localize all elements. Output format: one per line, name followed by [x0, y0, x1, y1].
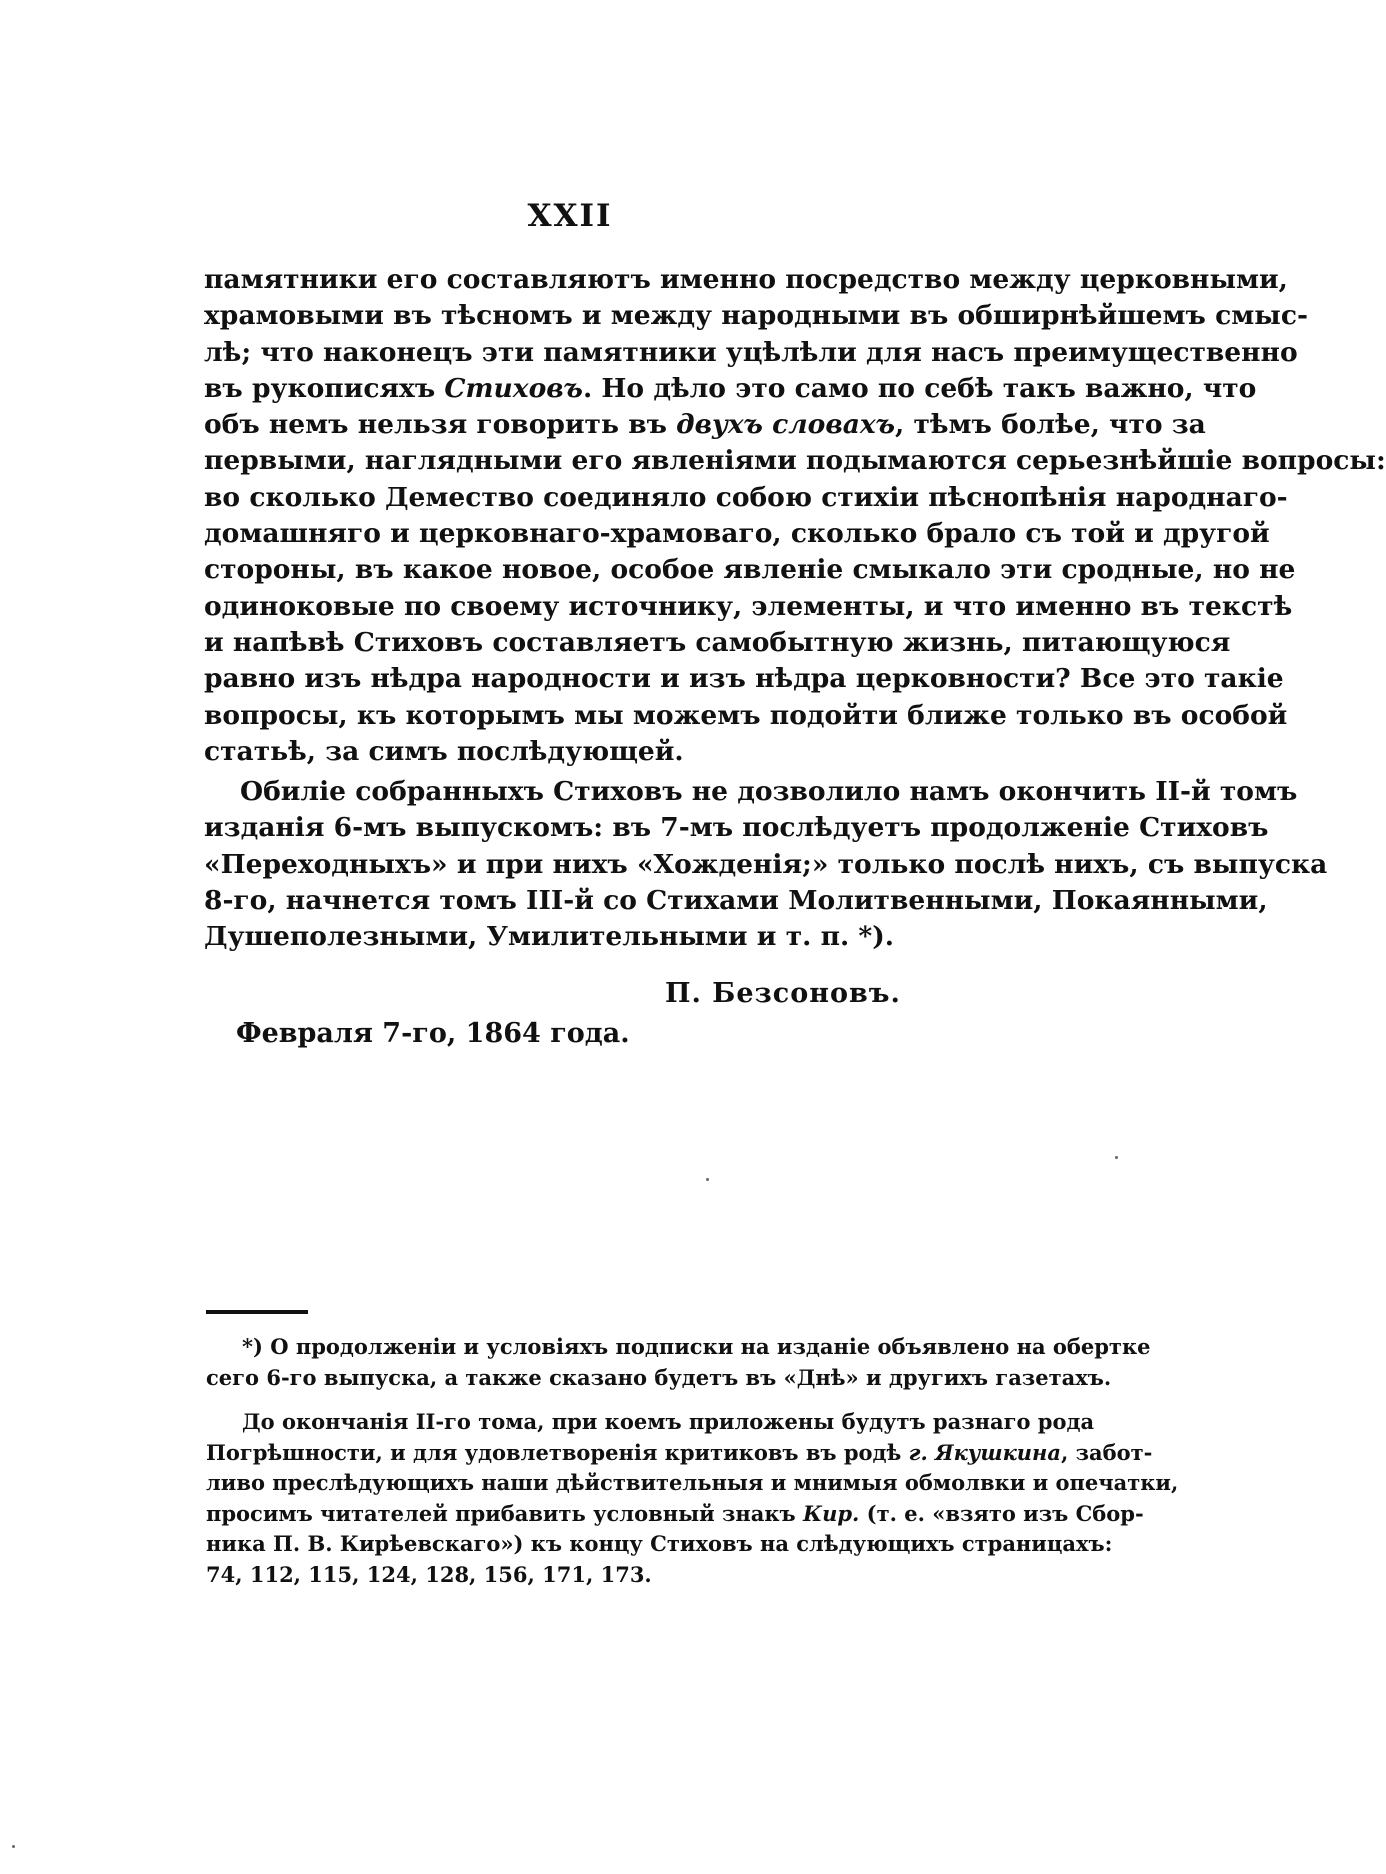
text-line: въ рукописяхъ Стиховъ. Но дѣло это само по себѣ такъ важно, что	[204, 372, 1257, 404]
footnote-1	[206, 1332, 1151, 1393]
text-line: статьѣ, за симъ послѣдующей.	[204, 735, 684, 767]
footnote-rule	[206, 1310, 308, 1314]
paragraph-1	[204, 262, 1386, 770]
main-text	[204, 262, 1386, 956]
text-line: одиноковые по своему источнику, элементы, и что именно въ текстѣ	[204, 590, 1293, 622]
text-line: равно изъ нѣдра народности и изъ нѣдра церковности? Все это такіе	[204, 663, 1284, 695]
footnotes	[206, 1332, 1179, 1590]
text-line: изданія 6-мъ выпускомъ: въ 7-мъ послѣдуетъ продолженіе Стиховъ	[204, 812, 1269, 844]
text-line: просимъ читателей прибавить условный знакъ Кир. (т. е. «взято изъ Сбор-	[206, 1500, 1144, 1526]
print-speck	[706, 1178, 709, 1181]
author-signature: П. Безсоновъ.	[665, 978, 901, 1009]
text-line: 8-го, начнется томъ III-й со Стихами Молитвенными, Покаянными,	[204, 885, 1268, 917]
text-line: До окончанія II-го тома, при коемъ приложены будутъ разнаго рода	[242, 1409, 1095, 1434]
text-line: вопросы, къ которымъ мы можемъ подойти ближе только въ особой	[204, 699, 1288, 731]
text-line: домашняго и церковнаго-храмоваго, сколько брало съ той и другой	[204, 518, 1270, 550]
text-line: Душеполезными, Умилительными и т. п. *).	[204, 921, 895, 953]
text-line: объ немъ нельзя говорить въ двухъ словахъ, тѣмъ болѣе, что за	[204, 409, 1206, 441]
print-speck	[12, 1845, 15, 1848]
page-number: XXII	[527, 198, 613, 234]
print-speck	[1115, 1156, 1118, 1159]
text-line: во сколько Демество соединяло собою стихіи пѣснопѣнія народнаго-	[204, 481, 1288, 513]
text-line: стороны, въ какое новое, особое явленіе смыкало эти сродные, но не	[204, 554, 1296, 586]
text-line: лѣ; что наконецъ эти памятники уцѣлѣли для насъ преимущественно	[204, 336, 1298, 368]
text-line: сего 6-го выпуска, а также сказано будетъ въ «Днѣ» и другихъ газетахъ.	[206, 1364, 1112, 1390]
paragraph-2	[204, 774, 1328, 955]
text-line: Обиліе собранныхъ Стиховъ не дозволило намъ окончить II-й томъ	[240, 776, 1298, 808]
text-line: Погрѣшности, и для удовлетворенія критиковъ въ родѣ г. Якушкина, забот-	[206, 1439, 1153, 1465]
date-line: Февраля 7-го, 1864 года.	[236, 1018, 630, 1049]
text-line: «Переходныхъ» и при нихъ «Хожденія;» только послѣ нихъ, съ выпуска	[204, 848, 1328, 880]
text-line: памятники его составляютъ именно посредство между церковными,	[204, 264, 1288, 295]
text-line: и напѣвѣ Стиховъ составляетъ самобытную жизнь, питающуюся	[204, 626, 1231, 658]
text-line: *) О продолженіи и условіяхъ подписки на изданіе объявлено на обертке	[242, 1334, 1151, 1359]
text-line: первыми, наглядными его явленіями подымаются серьезнѣйшіе вопросы:	[204, 445, 1386, 477]
text-line: ника П. В. Кирѣевскаго») къ концу Стиховъ на слѣдующихъ страницахъ:	[206, 1531, 1113, 1556]
text-line: ливо преслѣдующихъ наши дѣйствительныя и мнимыя обмолвки и опечатки,	[206, 1470, 1179, 1495]
text-line: 74, 112, 115, 124, 128, 156, 171, 173.	[206, 1561, 652, 1587]
footnote-2	[206, 1407, 1179, 1590]
text-line: храмовыми въ тѣсномъ и между народными въ обширнѣйшемъ смыс-	[204, 300, 1308, 332]
